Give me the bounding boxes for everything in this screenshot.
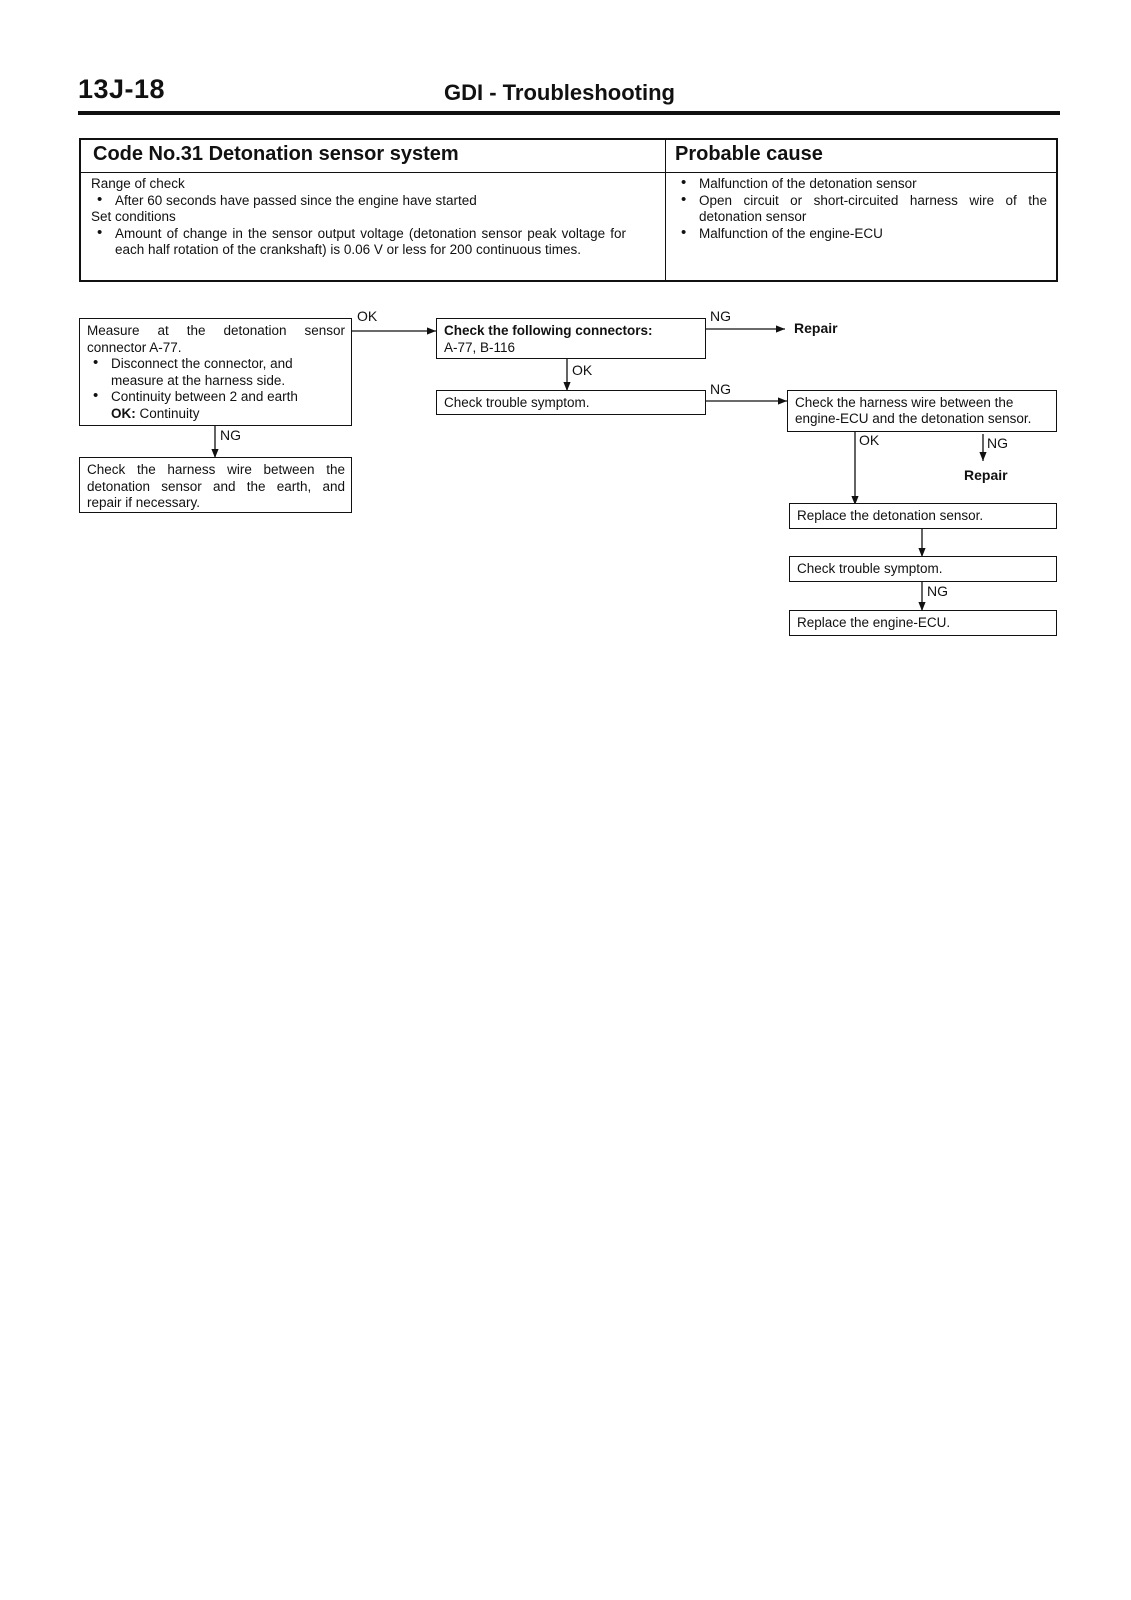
check-harness-earth-box: Check the harness wire between the detonation sensor and the earth, and repair if necessary.: [79, 457, 352, 513]
ok-label-1: OK: [357, 308, 378, 324]
range-label: Range of check: [91, 176, 185, 191]
cause-item: • Open circuit or short-circuited harness wire of the detonation sensor: [675, 193, 1047, 226]
ng-label-1: NG: [710, 308, 731, 324]
ok-label-3: OK: [859, 432, 880, 448]
ok-value: Continuity: [139, 405, 200, 421]
measure-bullet: • Continuity between 2 and earth: [87, 389, 345, 406]
ng-label-4: NG: [987, 435, 1008, 451]
ok-label-2: OK: [572, 362, 593, 378]
check-connectors-list: A-77, B-116: [444, 339, 516, 355]
code-title: Code No.31 Detonation sensor system: [93, 143, 459, 165]
measure-bullet: • Disconnect the connector, and measure at the harness side.: [87, 356, 345, 389]
cause-item: • Malfunction of the engine-ECU: [675, 226, 1047, 243]
page-number: 13J-18: [78, 74, 166, 104]
replace-sensor-box: Replace the detonation sensor.: [789, 503, 1057, 529]
check-trouble-box-2: Check trouble symptom.: [789, 556, 1057, 582]
measure-ok-criterion: [87, 406, 345, 423]
ng-label-5: NG: [927, 583, 948, 599]
section-title: GDI - Troubleshooting: [444, 80, 675, 105]
check-harness-ecu-box: Check the harness wire between the engine-ECU and the detonation sensor.: [787, 390, 1057, 432]
probable-cause-title: Probable cause: [675, 143, 823, 165]
measure-instruction: Measure at the detonation sensor connector A-77.: [87, 323, 345, 355]
ng-label-2: NG: [220, 427, 241, 443]
check-trouble-box-1: Check trouble symptom.: [436, 390, 706, 415]
check-connectors-title: Check the following connectors:: [444, 323, 653, 338]
ok-label: OK:: [111, 405, 136, 421]
measure-connector-box: [79, 318, 352, 426]
repair-label-2: Repair: [964, 467, 1008, 483]
set-condition-item: • Amount of change in the sensor output voltage (detonation sensor peak voltage for each half rotation of the crankshaft) is 0.06 V or less for 200 continuous times.: [91, 226, 626, 259]
cause-item: • Malfunction of the detonation sensor: [675, 176, 1047, 193]
replace-ecu-box: Replace the engine-ECU.: [789, 610, 1057, 636]
check-connectors-box: [436, 318, 706, 359]
set-conditions-label: Set conditions: [91, 209, 176, 224]
repair-label-1: Repair: [794, 320, 838, 336]
range-item: • After 60 seconds have passed since the engine have started: [91, 193, 626, 210]
ng-label-3: NG: [710, 381, 731, 397]
